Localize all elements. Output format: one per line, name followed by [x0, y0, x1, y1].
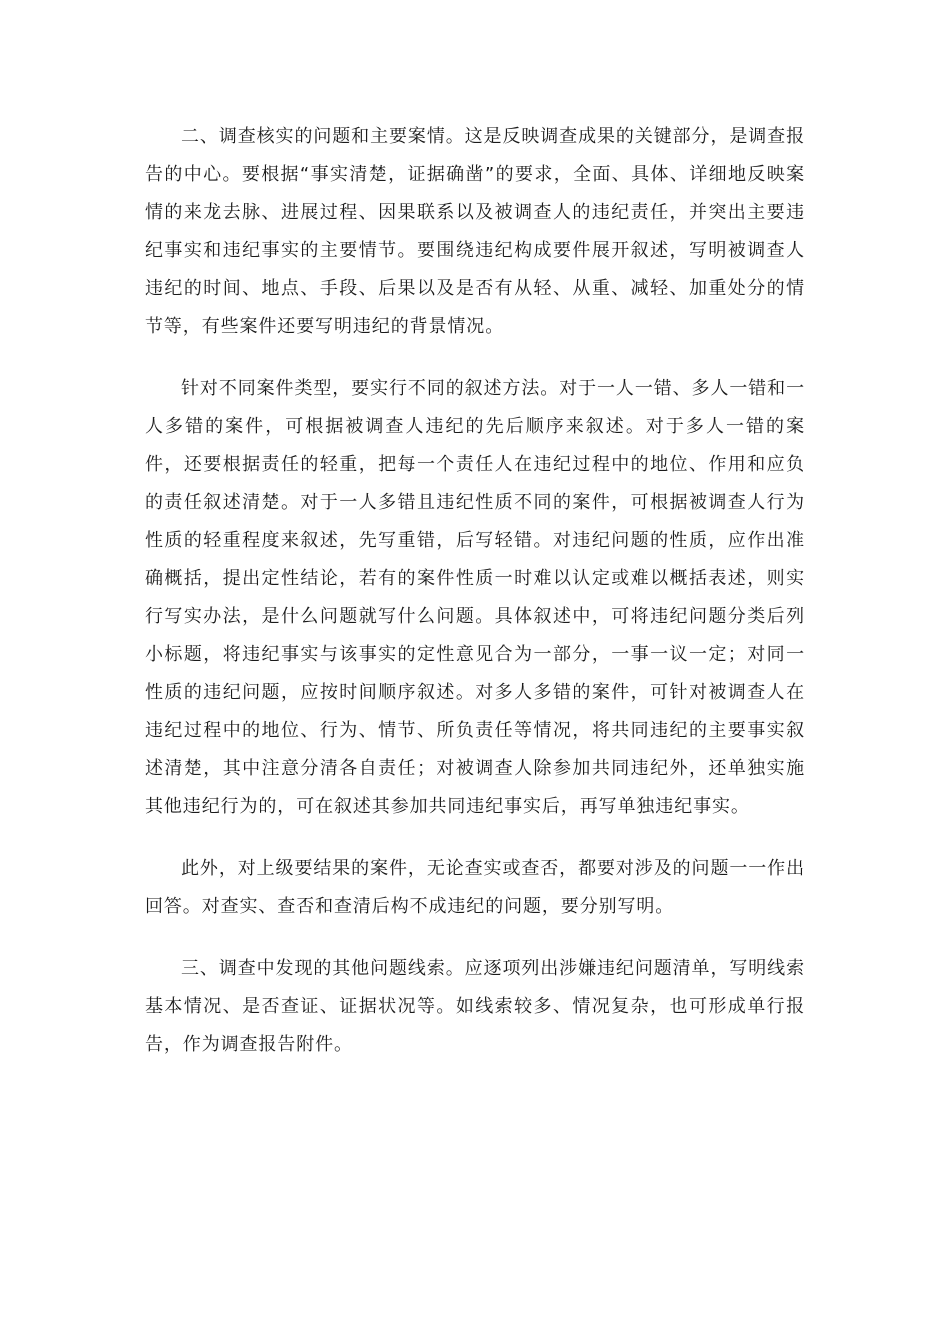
paragraph-additional-answers: 此外，对上级要结果的案件，无论查实或查否，都要对涉及的问题一一作出回答。对查实、查否和查清后构不成违纪的问题，要分别写明。 [145, 858, 805, 917]
document-body [145, 118, 805, 1088]
paragraph-section-three: 三、调查中发现的其他问题线索。应逐项列出涉嫌违纪问题清单，写明线索基本情况、是否查证、证据状况等。如线索较多、情况复杂，也可形成单行报告，作为调查报告附件。 [145, 958, 805, 1055]
paragraph-section-two: 二、调查核实的问题和主要案情。这是反映调查成果的关键部分，是调查报告的中心。要根据“事实清楚，证据确凿”的要求，全面、具体、详细地反映案情的来龙去脉、进展过程、因果联系以及被调查人的违纪责任，并突出主要违纪事实和违纪事实的主要情节。要围绕违纪构成要件展开叙述，写明被调查人违纪的时间、地点、手段、后果以及是否有从轻、从重、减轻、加重处分的情节等，有些案件还要写明违纪的背景情况。 [145, 126, 805, 337]
paragraph-narration-methods: 针对不同案件类型，要实行不同的叙述方法。对于一人一错、多人一错和一人多错的案件，可根据被调查人违纪的先后顺序来叙述。对于多人一错的案件，还要根据责任的轻重，把每一个责任人在违纪过程中的地位、作用和应负的责任叙述清楚。对于一人多错且违纪性质不同的案件，可根据被调查人行为性质的轻重程度来叙述，先写重错，后写轻错。对违纪问题的性质，应作出准确概括，提出定性结论，若有的案件性质一时难以认定或难以概括表述，则实行写实办法，是什么问题就写什么问题。具体叙述中，可将违纪问题分类后列小标题，将违纪事实与该事实的定性意见合为一部分，一事一议一定；对同一性质的违纪问题，应按时间顺序叙述。对多人多错的案件，可针对被调查人在违纪过程中的地位、行为、情节、所负责任等情况，将共同违纪的主要事实叙述清楚，其中注意分清各自责任；对被调查人除参加共同违纪外，还单独实施其他违纪行为的，可在叙述其参加共同违纪事实后，再写单独违纪事实。 [145, 378, 805, 817]
